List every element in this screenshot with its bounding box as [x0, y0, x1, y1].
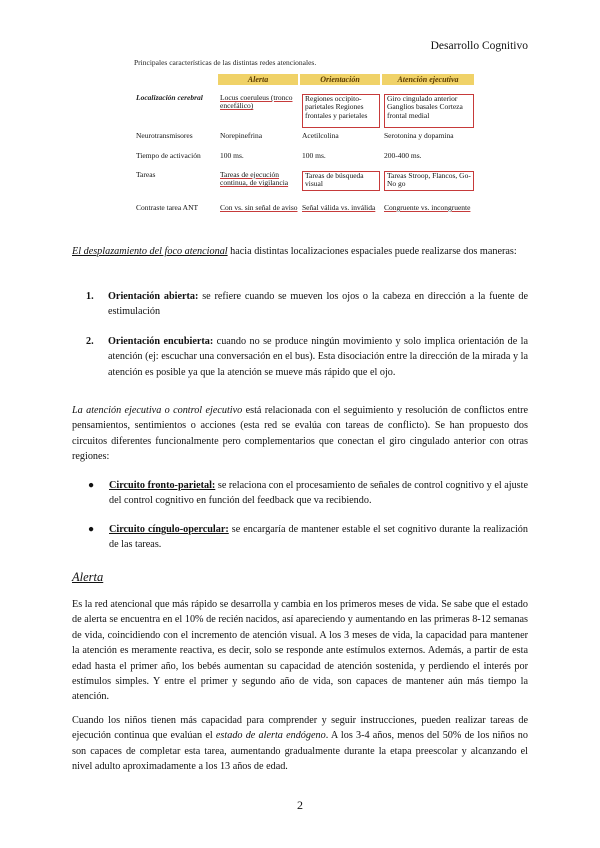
table-cell: Con vs. sin señal de aviso — [220, 203, 298, 212]
row-label: Contraste tarea ANT — [136, 203, 199, 212]
list-item — [88, 522, 528, 553]
list-number: 1. — [86, 291, 94, 302]
paragraph-text: Es la red atencional que más rápido se desarrolla y cambia en los primeros meses de vida. Se sabe que el estado de alerta se encuentra en el 10% de recién nacidos, así apareciendo y aumentando en las primeras 8-12 semanas de vida, coincidiendo con el incremento de atención visual. A los 3 meses de vida, la capacidad para mantener la atención es meramente reactiva, es decir, solo se responde ante estímulos externos. Además, a partir de esta edad hasta el primer año, los bebés aumentan su capacidad de atención sostenida, y perdiendo el interés por estímulos simples. Y entre el primer y segundo año de vida, son capaces de mantener aún más tiempo la atención. — [72, 599, 528, 703]
table-cell: 100 ms. — [302, 151, 326, 160]
exec-paragraph — [72, 403, 528, 465]
table-caption: Principales características de las distintas redes atencionales. — [134, 58, 317, 67]
table-cell: 200-400 ms. — [384, 151, 422, 160]
running-header: Desarrollo Cognitivo — [430, 40, 528, 52]
exec-emphasis: La atención ejecutiva o control ejecutivo — [72, 405, 243, 416]
row-label: Localización cerebral — [136, 93, 203, 102]
bullet-icon: ● — [88, 480, 95, 491]
table-cell: Regiones occipito-parietales Regiones frontales y parietales — [302, 94, 380, 128]
list-item-text: se encargaría de mantener estable el set cognitivo durante la realización de las tareas. — [109, 524, 528, 551]
table-cell: Señal válida vs. inválida — [302, 203, 376, 212]
list-item — [88, 478, 528, 509]
table-cell: Acetilcolina — [302, 131, 339, 140]
page-number: 2 — [297, 798, 303, 812]
list-item-text: se refiere cuando se mueven los ojos o la cabeza en dirección a la fuente de estimulación — [108, 291, 528, 318]
row-label: Neurotransmisores — [136, 131, 193, 140]
list-item-text: cuando no se produce ningún movimiento y solo implica orientación de la atención (ej: escuchar una conversación en el bus). Esta disociación entre la dirección de la mirada y la atención es posible ya que la atención se mueve más rápido que el ojo. — [108, 336, 528, 378]
table-cell: Tareas de ejecución continua, de vigilancia — [220, 170, 289, 188]
column-header-orientacion: Orientación — [300, 74, 380, 85]
table-cell: Locus coeruleus (tronco encefálico) — [220, 93, 293, 111]
row-label: Tiempo de activación — [136, 151, 201, 160]
intro-paragraph — [72, 244, 528, 259]
alerta-paragraph-1 — [72, 597, 528, 705]
alerta-paragraph-2 — [72, 713, 528, 775]
table-cell: Norepinefrina — [220, 131, 263, 140]
list-item-text: se relaciona con el procesamiento de señales de control cognitivo y el ajuste del control cognitivo en función del feedback que va recibiendo. — [109, 480, 528, 507]
list-item-title: Circuito cíngulo-opercular: — [109, 524, 229, 535]
list-number: 2. — [86, 336, 94, 347]
intro-emphasis: El desplazamiento del foco atencional — [72, 246, 228, 257]
list-item — [86, 334, 528, 380]
list-item-title: Orientación abierta: — [108, 291, 199, 302]
table-cell: Tareas de búsqueda visual — [302, 171, 380, 191]
list-item-title: Circuito fronto-parietal: — [109, 480, 216, 491]
paragraph-emphasis: estado de alerta endógeno — [215, 730, 326, 742]
section-title: Alerta — [72, 570, 104, 584]
table-cell: 100 ms. — [220, 151, 244, 160]
table-cell: Giro cingulado anterior Ganglios basales Corteza frontal medial — [384, 94, 474, 128]
paragraph-text: . A los 3-4 años, menos del 50% de los niños no son capaces de completar esta tarea, aumentando gradualmente durante la etapa preescolar y alcanzando el nivel adulto aproximadamente a los 13 años de edad. — [72, 730, 528, 773]
table-cell: Serotonina y dopamina — [384, 131, 454, 140]
intro-text: hacia distintas localizaciones espaciales puede realizarse dos maneras: — [227, 246, 517, 257]
column-header-alerta: Alerta — [218, 74, 298, 85]
column-header-ejecutiva: Atención ejecutiva — [382, 74, 474, 85]
list-item-title: Orientación encubierta: — [108, 336, 214, 347]
table-cell: Congruente vs. incongruente — [384, 203, 471, 212]
row-label: Tareas — [136, 170, 156, 179]
table-cell: Tareas Stroop, Flancos, Go-No go — [384, 171, 474, 191]
bullet-icon: ● — [88, 524, 95, 535]
list-item — [86, 289, 528, 320]
paragraph-text: Cuando los niños tienen más capacidad para comprender y seguir instrucciones, pueden realizar tareas de ejecución continua que evalúan el — [72, 715, 528, 742]
exec-text: está relacionada con el seguimiento y resolución de conflictos entre pensamientos, sentimientos o acciones (esta red se evalúa con tareas de conflicto). Se han propuesto dos circuitos diferentes funcionalmente pero complementarios que conectan el giro cingulado anterior con otras regiones: — [72, 405, 528, 463]
